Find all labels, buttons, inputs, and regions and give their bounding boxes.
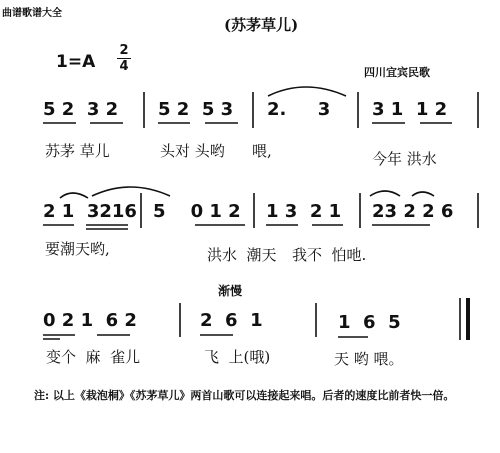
row2-measure2: 5 0 1 2 — [153, 201, 241, 222]
row2-lyric1: 要潮天哟, — [45, 240, 110, 258]
tempo-mark: 渐慢 — [218, 284, 243, 298]
row1-measure4: 3 1 1 2 — [372, 99, 448, 120]
row3-measure3: 1 6 5 — [338, 312, 401, 333]
row2-slur4 — [412, 192, 434, 196]
row2-lyric2: 洪水 潮天 — [207, 246, 277, 264]
row1-lyric1: 苏茅 草儿 — [45, 142, 110, 160]
key-signature: 1=A — [56, 52, 96, 72]
row2-lyric3: 我不 怕吔. — [292, 246, 367, 264]
time-signature-top: 2 — [119, 43, 129, 58]
time-signature-bottom: 4 — [119, 59, 129, 74]
row3-lyric3: 天 哟 喂。 — [334, 350, 404, 368]
row2-slur2 — [92, 187, 170, 196]
song-title: (苏茅草儿) — [224, 16, 299, 34]
row2-slur1 — [60, 193, 88, 198]
row3-measure1: 0 2 1 6 2 — [43, 310, 137, 331]
row3-measure2: 2 6 1 — [200, 310, 263, 331]
row1-measure1: 5 2 3 2 — [43, 99, 119, 120]
row3-lyric1: 变个 麻 雀儿 — [46, 348, 141, 366]
row1-lyric3: 喂, — [252, 142, 272, 160]
site-watermark: 曲谱歌谱大全 — [2, 8, 62, 19]
row1-lyric4: 今年 洪水 — [372, 150, 437, 168]
footnote: 注: 以上《栽泡桐》《苏茅草儿》两首山歌可以连接起来唱。后者的速度比前者快一倍。 — [34, 389, 455, 402]
row1-measure3: 2. 3 — [267, 99, 331, 120]
row2-measure1: 2 1 3216 — [43, 201, 137, 222]
row2-slur3 — [370, 191, 400, 196]
song-source: 四川宜宾民歌 — [364, 66, 430, 79]
row1-measure2: 5 2 5 3 — [158, 99, 234, 120]
row1-lyric2: 头对 头哟 — [160, 142, 225, 160]
row2-measure3: 1 3 2 1 — [266, 201, 342, 222]
row3-lyric2: 飞 上(哦) — [204, 348, 271, 366]
row2-measure4: 23 2 2 6 — [372, 201, 454, 222]
row1-slur — [268, 87, 346, 96]
